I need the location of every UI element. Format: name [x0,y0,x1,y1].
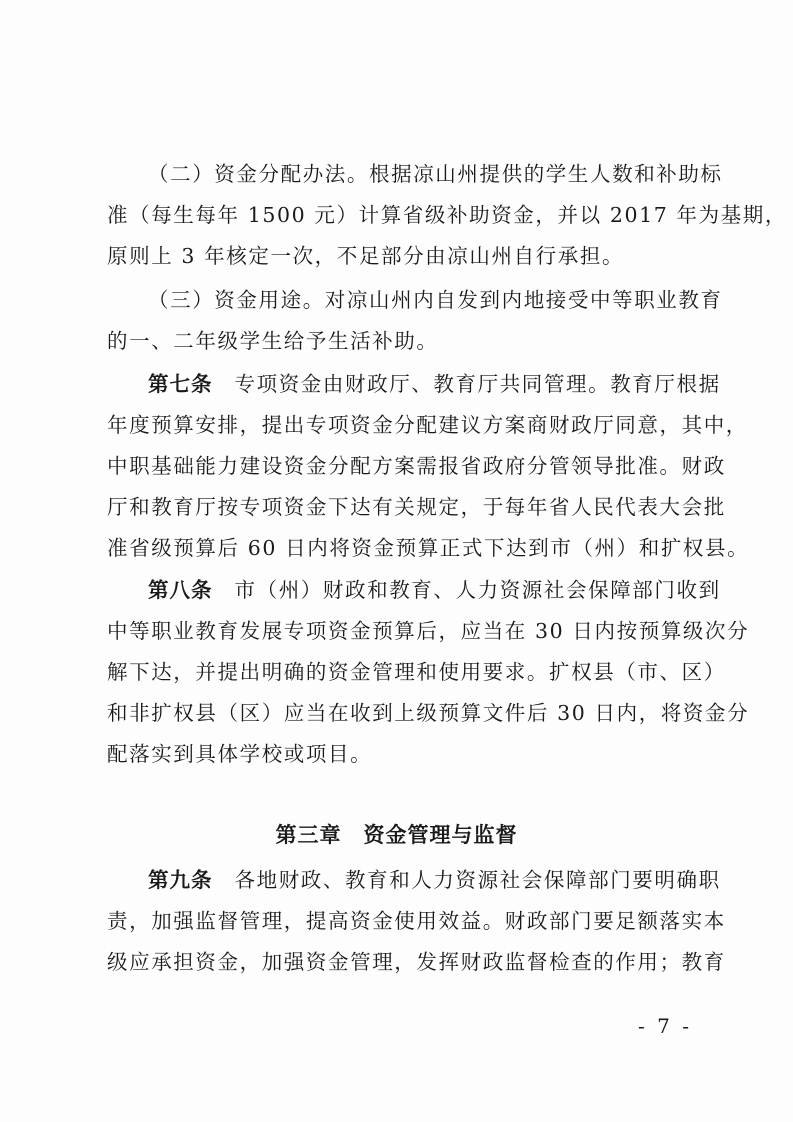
article-7-line-5: 准省级预算后 60 日内将资金预算正式下达到市（州）和扩权县。 [107,536,750,560]
article-7-line-2: 年度预算安排，提出专项资金分配建议方案商财政厅同意，其中， [107,413,748,437]
article-9-line-1-text: 各地财政、教育和人力资源社会保障部门要明确职 [234,868,721,892]
article-7-line-3: 中职基础能力建设资金分配方案需报省政府分管领导批准。财政 [107,454,726,478]
paragraph-2-line-3: 原则上 3 年核定一次，不足部分由凉山州自行承担。 [107,244,625,268]
article-8-line-3: 解下达，并提出明确的资金管理和使用要求。扩权县（市、区） [107,660,726,684]
article-8-line-4: 和非扩权县（区）应当在收到上级预算文件后 30 日内，将资金分 [107,701,750,725]
paragraph-3-line-2: 的一、二年级学生给予生活补助。 [107,329,439,353]
paragraph-2-line-1: （二）资金分配办法。根据凉山州提供的学生人数和补助标 [148,162,723,186]
article-8-line-5: 配落实到具体学校或项目。 [107,742,373,766]
chapter-3-heading: 第三章 资金管理与监督 [275,823,518,847]
article-7-line-4: 厅和教育厅按专项资金下达有关规定，于每年省人民代表大会批 [107,495,726,519]
article-8-line-1-text: 市（州）财政和教育、人力资源社会保障部门收到 [234,578,721,602]
article-9-line-2: 责，加强监督管理，提高资金使用效益。财政部门要足额落实本 [107,909,726,933]
article-9-line-3: 级应承担资金，加强资金管理，发挥财政监督检查的作用；教育 [107,950,726,974]
article-9-line-1 [148,866,721,894]
article-7-line-1-text: 专项资金由财政厅、教育厅共同管理。教育厅根据 [234,372,721,396]
article-8-label: 第八条 [148,578,213,602]
article-9-label: 第九条 [148,868,213,892]
article-8-line-2: 中等职业教育发展专项资金预算后，应当在 30 日内按预算级次分 [107,619,750,643]
article-8-line-1 [148,576,721,604]
page-number: - 7 - [638,1014,692,1038]
paragraph-3-line-1: （三）资金用途。对凉山州内自发到内地接受中等职业教育 [148,288,723,312]
paragraph-2-line-2: 准（每生每年 1500 元）计算省级补助资金，并以 2017 年为基期， [107,203,788,227]
article-7-line-1 [148,370,721,398]
article-7-label: 第七条 [148,372,213,396]
